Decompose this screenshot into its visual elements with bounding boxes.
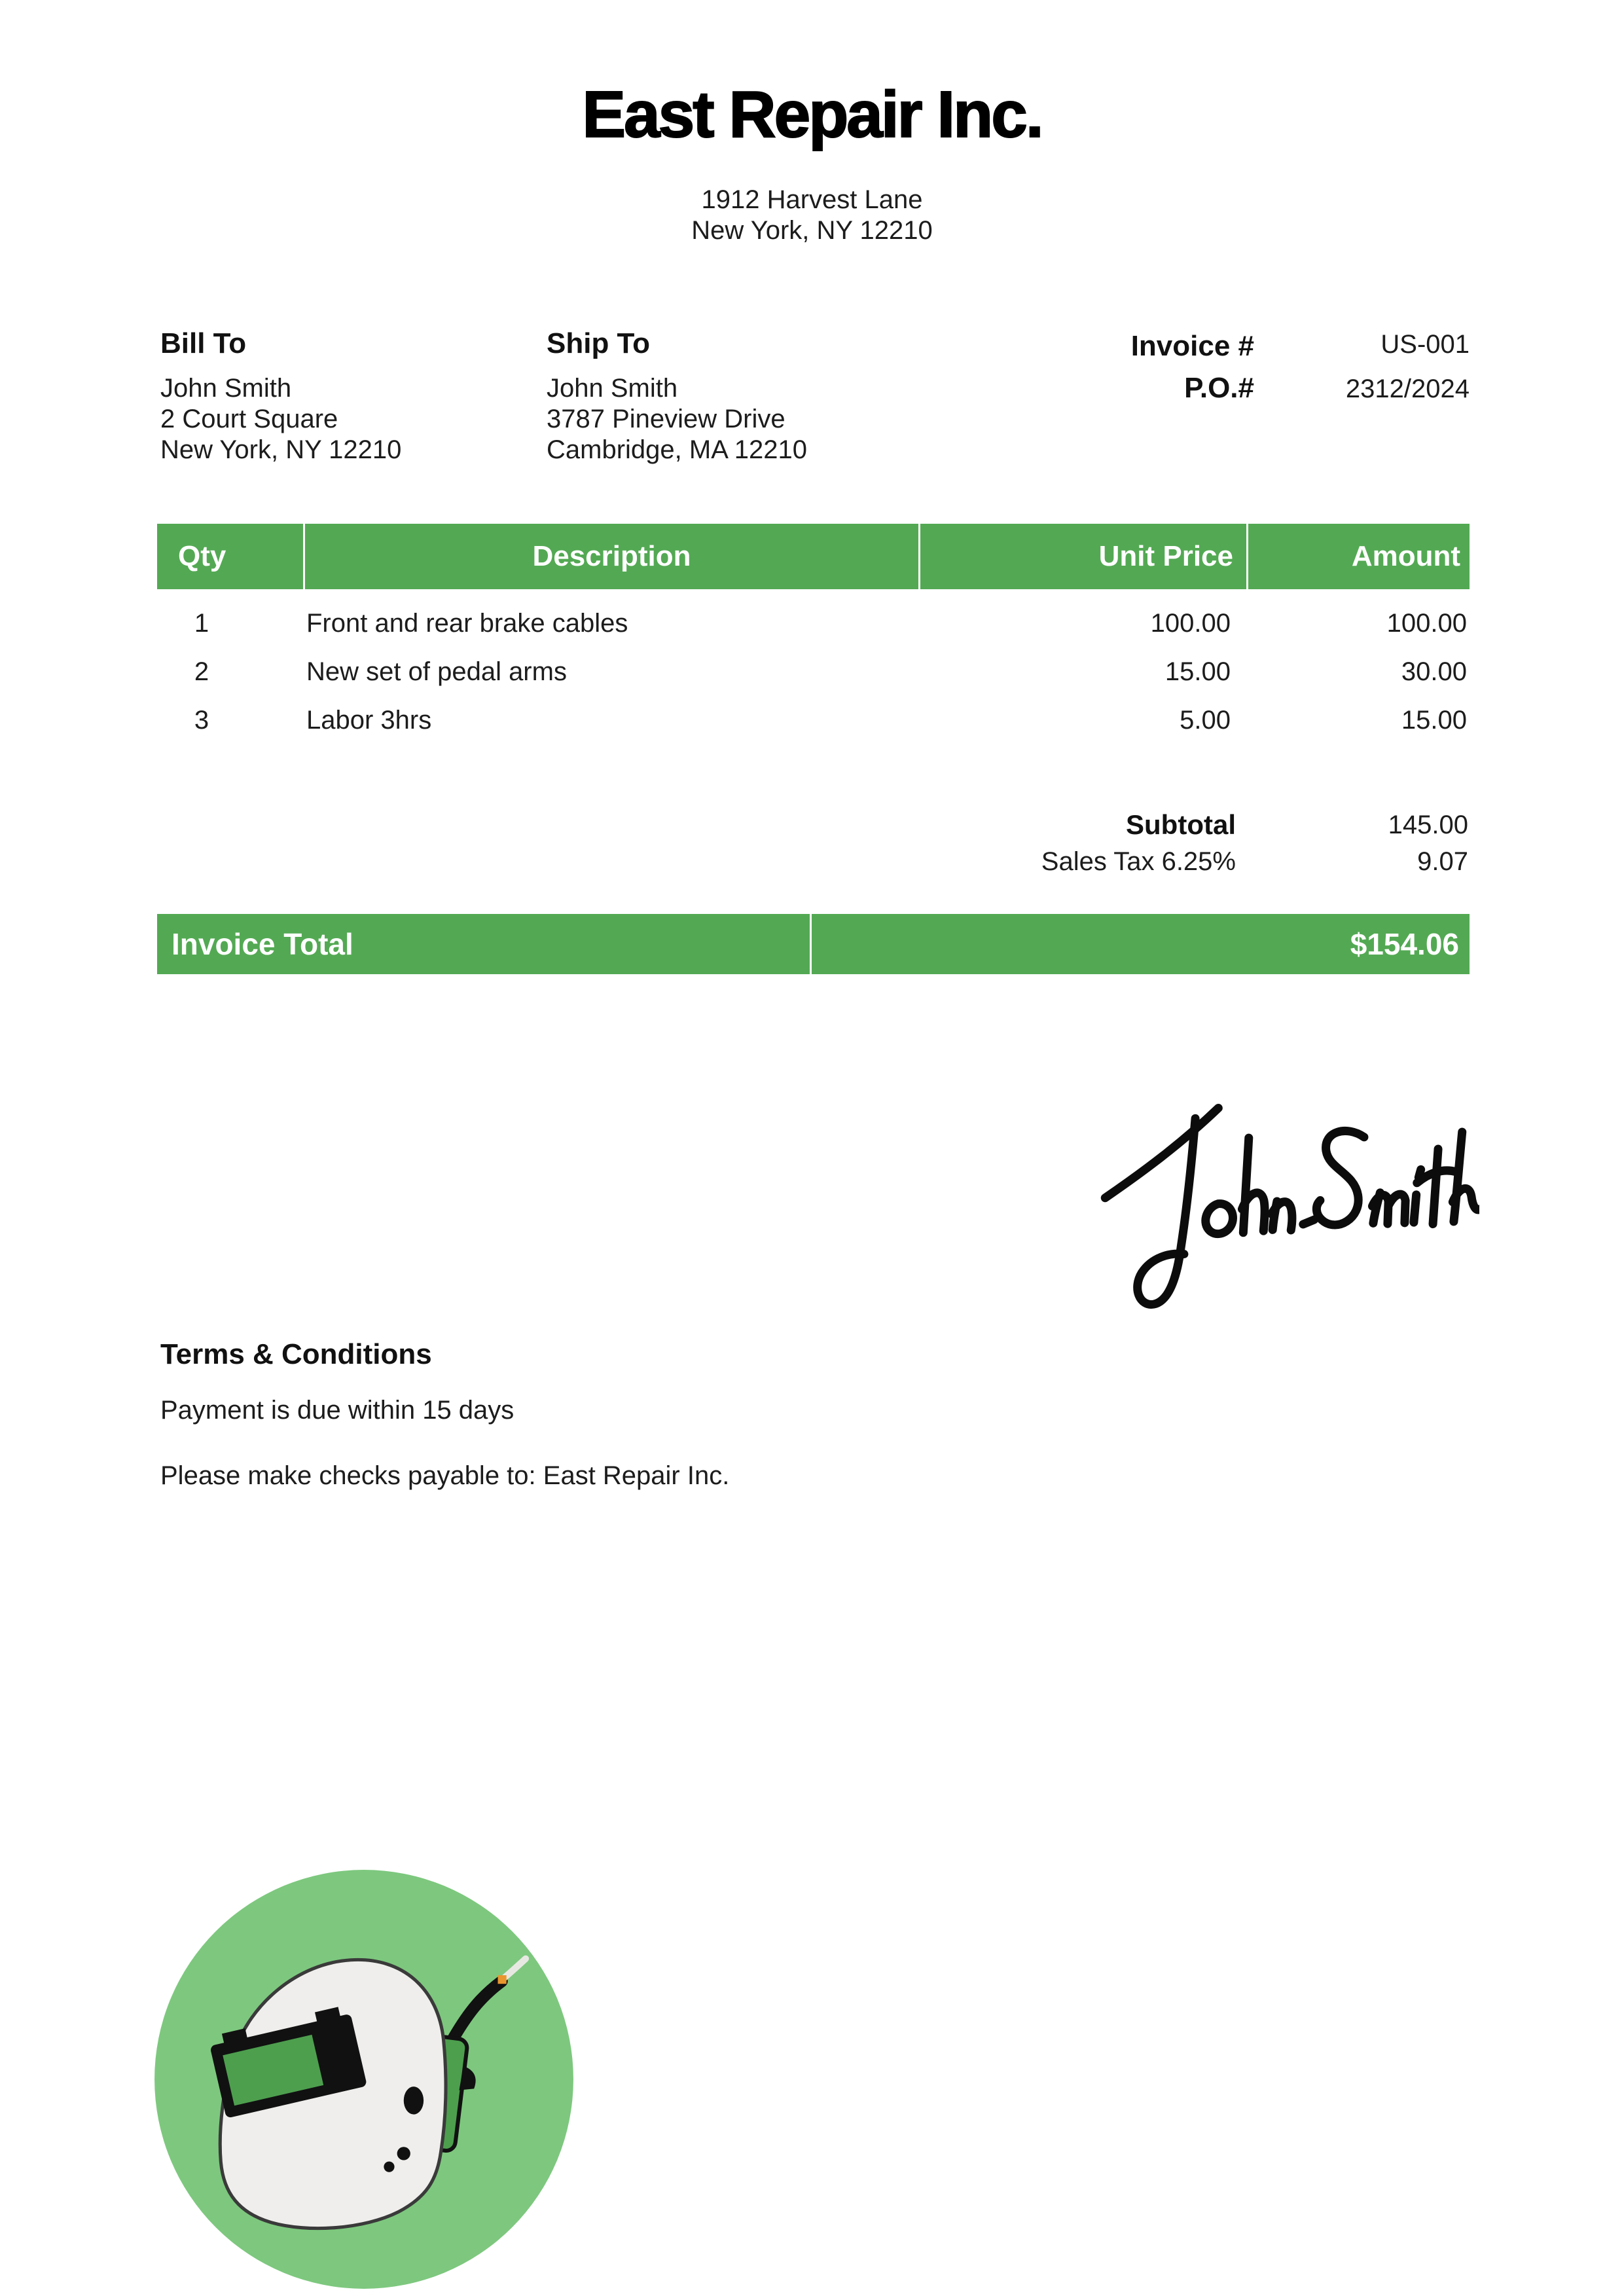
bill-to-block bbox=[160, 373, 401, 465]
cell-unit-price: 15.00 bbox=[1164, 657, 1231, 686]
cell-unit-price: 5.00 bbox=[1180, 706, 1231, 735]
terms-heading: Terms & Conditions bbox=[160, 1338, 432, 1370]
po-number-value: 2312/2024 bbox=[1345, 374, 1470, 403]
company-name: East Repair Inc. bbox=[582, 78, 1042, 151]
table-row bbox=[157, 599, 1470, 647]
cell-description: New set of pedal arms bbox=[306, 657, 567, 686]
invoice-total-bar bbox=[157, 914, 1470, 974]
invoice-total-value: $154.06 bbox=[812, 914, 1470, 974]
sales-tax-value: 9.07 bbox=[1417, 847, 1468, 876]
column-header-qty: Qty bbox=[157, 524, 303, 589]
cell-qty: 2 bbox=[194, 657, 209, 686]
bill-to-street: 2 Court Square bbox=[160, 405, 338, 433]
terms-line-checks: Please make checks payable to: East Repair Inc. bbox=[160, 1461, 730, 1490]
ship-to-block bbox=[547, 373, 807, 465]
bill-to-name: John Smith bbox=[160, 374, 292, 403]
ship-to-street: 3787 Pineview Drive bbox=[547, 405, 785, 433]
table-header bbox=[157, 524, 1470, 589]
cell-description: Labor 3hrs bbox=[306, 706, 432, 735]
invoice-total-label: Invoice Total bbox=[157, 914, 810, 974]
welding-helmet-logo-icon bbox=[152, 1867, 576, 2291]
table-row bbox=[157, 696, 1470, 744]
cell-description: Front and rear brake cables bbox=[306, 609, 628, 638]
cell-qty: 1 bbox=[194, 609, 209, 638]
subtotal-value: 145.00 bbox=[1388, 811, 1468, 839]
sales-tax-label: Sales Tax 6.25% bbox=[1041, 847, 1236, 876]
terms-line-payment: Payment is due within 15 days bbox=[160, 1396, 514, 1425]
invoice-number-label: Invoice # bbox=[1130, 330, 1254, 362]
company-address-line2: New York, NY 12210 bbox=[691, 216, 933, 245]
po-number-label: P.O.# bbox=[1184, 372, 1254, 404]
cell-amount: 15.00 bbox=[1401, 706, 1467, 735]
cell-amount: 30.00 bbox=[1401, 657, 1467, 686]
subtotal-label: Subtotal bbox=[1126, 809, 1236, 840]
cell-amount: 100.00 bbox=[1386, 609, 1467, 638]
bill-to-city: New York, NY 12210 bbox=[160, 435, 402, 464]
cell-qty: 3 bbox=[194, 706, 209, 735]
company-address bbox=[0, 185, 1624, 246]
ship-to-name: John Smith bbox=[547, 374, 678, 403]
column-header-description: Description bbox=[305, 524, 918, 589]
cell-unit-price: 100.00 bbox=[1150, 609, 1231, 638]
column-header-amount: Amount bbox=[1248, 524, 1470, 589]
signature bbox=[1087, 1070, 1479, 1309]
company-address-line1: 1912 Harvest Lane bbox=[701, 185, 923, 214]
ship-to-city: Cambridge, MA 12210 bbox=[547, 435, 808, 464]
invoice-number-value: US-001 bbox=[1380, 330, 1470, 359]
table-row bbox=[157, 647, 1470, 696]
bill-to-heading: Bill To bbox=[160, 327, 247, 359]
column-header-unit-price: Unit Price bbox=[920, 524, 1246, 589]
ship-to-heading: Ship To bbox=[547, 327, 651, 359]
